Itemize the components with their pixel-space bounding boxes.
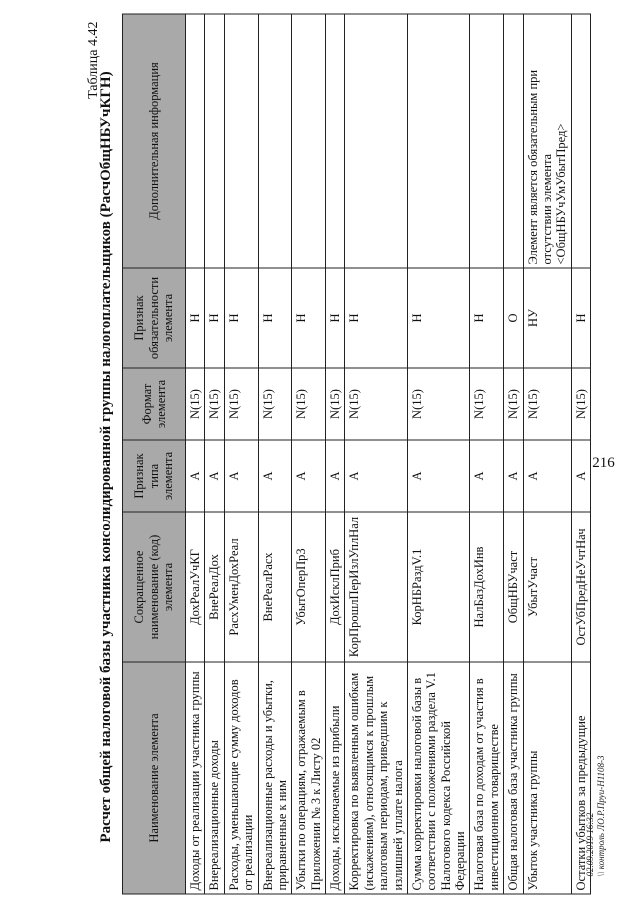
cell-format: N(15) (292, 368, 326, 440)
cell-name: Убыток участника группы (523, 662, 571, 894)
cell-required: Н (224, 268, 258, 368)
cell-format: N(15) (258, 368, 292, 440)
table-row (186, 14, 205, 894)
cell-type: А (470, 440, 504, 512)
cell-info (258, 14, 292, 268)
cell-format: N(15) (326, 368, 345, 440)
cell-type: А (571, 440, 590, 512)
cell-name: Корректировка по выявленным ошибкам (искажениям), относящимся к прошлым налоговым периодам, приведшим к излишней уплате налога (345, 662, 408, 894)
table-row (523, 14, 571, 894)
cell-name: Расходы, уменьшающие сумму доходов от реализации (224, 662, 258, 894)
cell-format: N(15) (205, 368, 224, 440)
cell-required: Н (407, 268, 470, 368)
table-row (345, 14, 408, 894)
cell-type: А (224, 440, 258, 512)
header-element-code: Сокращенное наименование (код) элемента (123, 512, 186, 662)
cell-required: Н (571, 268, 590, 368)
cell-info (407, 14, 470, 268)
page-number: 216 (592, 454, 615, 471)
cell-required: Н (258, 268, 292, 368)
table-row (292, 14, 326, 894)
cell-code: УбытОперПр3 (292, 512, 326, 662)
cell-required: Н (326, 268, 345, 368)
cell-required: НУ (523, 268, 571, 368)
cell-code: ОстУбПредНеУчтНач (571, 512, 590, 662)
cell-code: ОбщНБУчаст (504, 512, 523, 662)
cell-type: А (326, 440, 345, 512)
cell-format: N(15) (571, 368, 590, 440)
cell-type: А (205, 440, 224, 512)
cell-code: КорНБРаздV.1 (407, 512, 470, 662)
cell-type: А (292, 440, 326, 512)
table-row (470, 14, 504, 894)
cell-name: Налоговая база по доходам от участия в инвестиционном товариществе (470, 662, 504, 894)
table-row (407, 14, 470, 894)
footer-stamp (585, 755, 607, 876)
cell-format: N(15) (504, 368, 523, 440)
cell-info (205, 14, 224, 268)
cell-info: Элемент является обязательным при отсутствии элемента <ОбщНБУчУмУбытПред> (523, 14, 571, 268)
cell-required: Н (186, 268, 205, 368)
cell-code: ВнеРеалРасх (258, 512, 292, 662)
cell-type: А (345, 440, 408, 512)
cell-name: Общая налоговая база участника группы (504, 662, 523, 894)
cell-type: А (186, 440, 205, 512)
cell-format: N(15) (186, 368, 205, 440)
table-row (205, 14, 224, 894)
cell-name: Внереализационные доходы (205, 662, 224, 894)
cell-required: Н (205, 268, 224, 368)
cell-info (326, 14, 345, 268)
cell-required: Н (292, 268, 326, 368)
cell-format: N(15) (470, 368, 504, 440)
cell-info (186, 14, 205, 268)
header-element-format: Формат элемента (123, 368, 186, 440)
cell-name: Доходы, исключаемые из прибыли (326, 662, 345, 894)
cell-info (470, 14, 504, 268)
cell-required: О (504, 268, 523, 368)
cell-info (571, 14, 590, 268)
table-row (504, 14, 523, 894)
table-title: Расчет общей налоговой базы участника консолидированной группы налогоплательщиков (РасчОбщНБУчКГН) (98, 71, 114, 843)
cell-required: Н (470, 268, 504, 368)
cell-info (345, 14, 408, 268)
cell-format: N(15) (407, 368, 470, 440)
cell-name: Внереализационные расходы и убытки, приравненные к ним (258, 662, 292, 894)
cell-info (504, 14, 523, 268)
header-element-type: Признак типа элемента (123, 440, 186, 512)
footer-line-1: 02.09.2019 16:32 (585, 812, 595, 877)
cell-info (292, 14, 326, 268)
table-header-row (123, 14, 186, 894)
header-element-required: Признак обязательности элемента (123, 268, 186, 368)
cell-code: УбытУчаст (523, 512, 571, 662)
cell-format: N(15) (345, 368, 408, 440)
cell-name: Сумма корректировки налоговой базы в соответствии с положениями раздела V.1 Налогового кодекса Российской Федерации (407, 662, 470, 894)
table-row (224, 14, 258, 894)
table-row (326, 14, 345, 894)
cell-code: ВнеРеалДох (205, 512, 224, 662)
cell-type: А (504, 440, 523, 512)
cell-format: N(15) (523, 368, 571, 440)
cell-code: НалБазДохИнв (470, 512, 504, 662)
cell-name: Остатки убытков за предыдущие (571, 662, 590, 894)
header-element-name: Наименование элемента (123, 662, 186, 894)
cell-code: ДохРеалУчКГ (186, 512, 205, 662)
cell-type: А (407, 440, 470, 512)
table-label: Таблица 4.42 (86, 21, 101, 99)
table-row (258, 14, 292, 894)
header-additional-info: Дополнительная информация (123, 14, 186, 268)
cell-type: А (258, 440, 292, 512)
cell-name: Доходы от реализации участника группы (186, 662, 205, 894)
cell-code: КорПрошлПерИзлУплНал (345, 512, 408, 662)
cell-type: А (523, 440, 571, 512)
cell-info (224, 14, 258, 268)
cell-name: Убытки по операциям, отражаемым в Приложении № 3 к Листу 02 (292, 662, 326, 894)
cell-format: N(15) (224, 368, 258, 440)
elements-table (122, 14, 591, 895)
cell-required: Н (345, 268, 408, 368)
footer-line-2: \\ контроль ЛО.Р.Пруи-Н1108-3 (595, 755, 606, 877)
cell-code: РасхУменДохРеал (224, 512, 258, 662)
cell-code: ДохИсклПриб (326, 512, 345, 662)
